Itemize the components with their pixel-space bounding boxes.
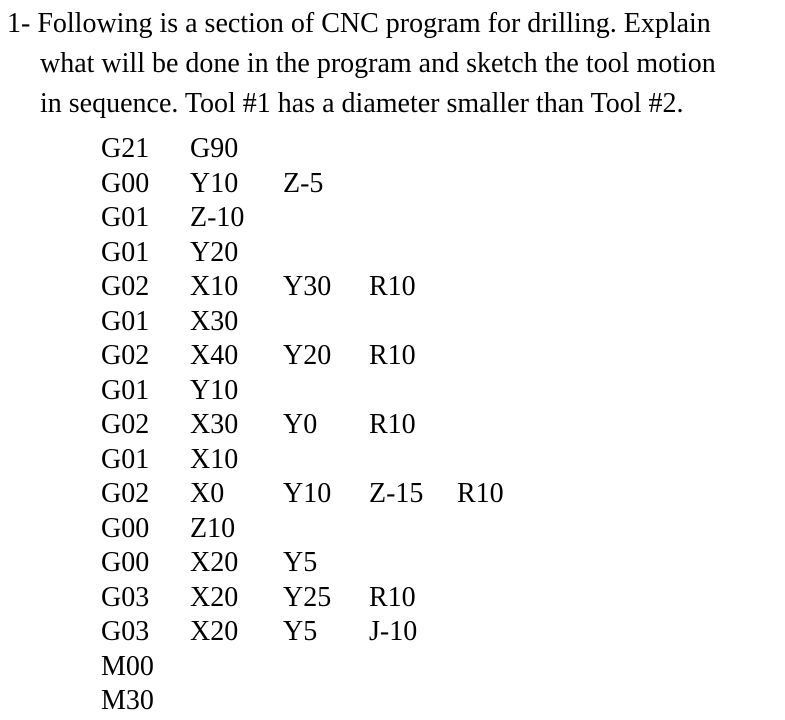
program-token: Y10 (190, 167, 239, 199)
program-token: G00 (101, 547, 150, 578)
program-token: Z-10 (190, 202, 245, 233)
program-token: J-10 (369, 616, 418, 647)
program-token: X30 (190, 305, 239, 337)
program-token: X40 (190, 340, 239, 371)
program-token: G03 (101, 581, 150, 613)
program-token: G01 (101, 202, 150, 233)
program-token: G03 (101, 616, 150, 647)
program-token: G21 (101, 133, 150, 164)
program-token: X20 (190, 581, 239, 613)
program-token: Y20 (190, 236, 239, 268)
program-token: M00 (101, 650, 154, 682)
program-token: X0 (190, 478, 225, 509)
program-token: G02 (101, 478, 150, 509)
program-token: R10 (369, 409, 416, 440)
program-token: R10 (457, 478, 504, 509)
program-token: Z-5 (283, 167, 324, 199)
program-token: Y10 (283, 478, 332, 509)
program-token: Z-15 (369, 478, 424, 509)
program-token: Y10 (190, 374, 239, 406)
program-token: G00 (101, 512, 150, 544)
program-token: Y5 (283, 616, 318, 647)
program-token: X10 (190, 443, 239, 475)
program-token: G01 (101, 305, 150, 337)
program-token: G00 (101, 167, 150, 199)
program-token: M30 (101, 685, 154, 716)
program-token: G01 (101, 374, 150, 406)
program-token: G01 (101, 236, 150, 268)
program-token: Y25 (283, 581, 332, 613)
program-token: X10 (190, 271, 239, 302)
program-token: Y0 (283, 409, 318, 440)
program-token: G90 (190, 133, 239, 164)
program-token: Y20 (283, 340, 332, 371)
program-token: G02 (101, 409, 150, 440)
program-token: G01 (101, 443, 150, 475)
program-token: G02 (101, 340, 150, 371)
question-text (7, 4, 777, 124)
question-line-1: 1- Following is a section of CNC program for drilling. Explain (7, 8, 711, 39)
program-token: X20 (190, 616, 239, 647)
program-token: X20 (190, 547, 239, 578)
program-token: R10 (369, 581, 416, 613)
program-token: G02 (101, 271, 150, 302)
question-line-3: in sequence. Tool #1 has a diameter smaller than Tool #2. (40, 88, 684, 119)
program-token: Y30 (283, 271, 332, 302)
program-token: Y5 (283, 547, 318, 578)
program-token: R10 (369, 340, 416, 371)
program-token: R10 (369, 271, 416, 302)
program-token: Z10 (190, 512, 236, 544)
program-token: X30 (190, 409, 239, 440)
question-line-2: what will be done in the program and sketch the tool motion (40, 48, 716, 79)
